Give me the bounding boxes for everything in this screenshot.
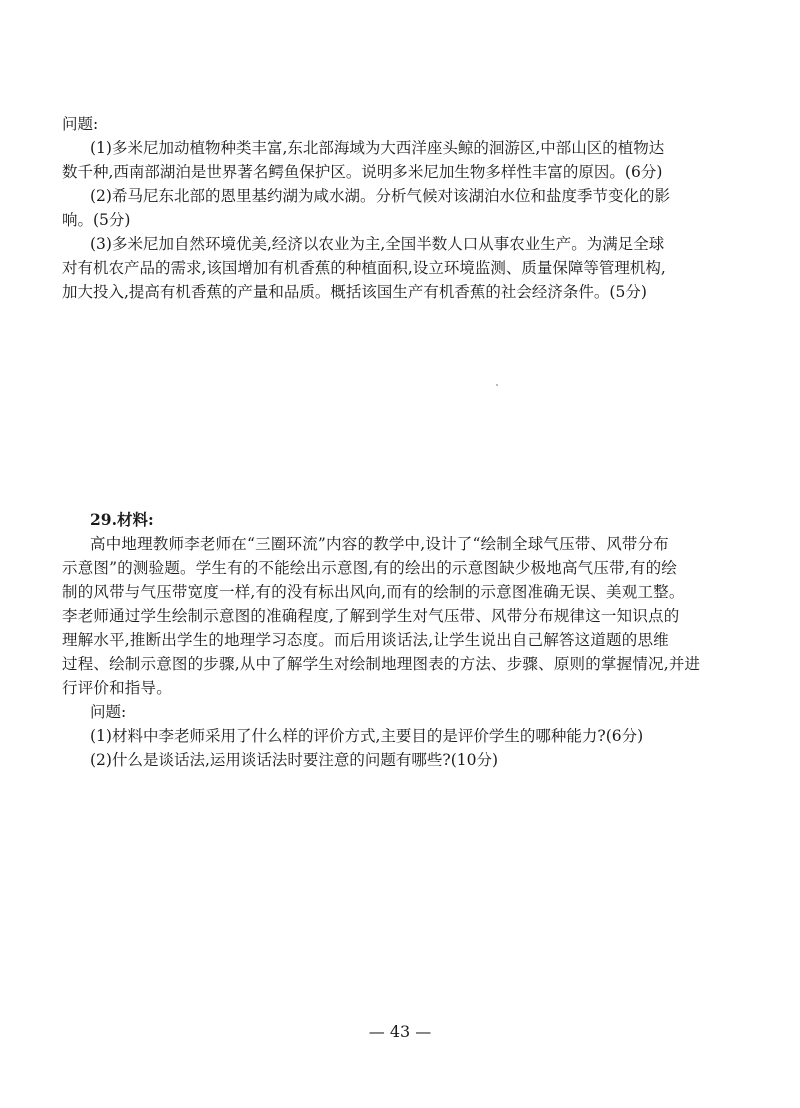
q28-line-5: (3)多米尼加自然环境优美,经济以农业为主,全国半数人口从事农业生产。为满足全球 [90,235,665,253]
q29-material-line-7: 行评价和指导。 [62,679,172,697]
scan-speck [496,384,498,386]
page-number: — 43 — [368,1022,432,1041]
q28-line-7: 加大投入,提高有机香蕉的产量和品质。概括该国生产有机香蕉的社会经济条件。(5分) [62,283,647,301]
q29-question-1: (1)材料中李老师采用了什么样的评价方式,主要目的是评价学生的哪种能力?(6分) [90,727,644,745]
q29-material-line-3: 制的风带与气压带宽度一样,有的没有标出风向,而有的绘制的示意图准确无误、美观工整。 [62,583,685,601]
q29-material-line-4: 李老师通过学生绘制示意图的准确程度,了解到学生对气压带、风带分布规律这一知识点的 [62,607,680,625]
q28-line-4: 响。(5分) [62,211,131,229]
question-28-section [62,112,702,304]
q28-line-1: (1)多米尼加动植物种类丰富,东北部海域为大西洋座头鲸的洄游区,中部山区的植物达 [90,139,665,157]
q29-heading: 29.材料: [90,510,154,529]
q29-question-label: 问题: [90,703,127,721]
q29-material-line-5: 理解水平,推断出学生的地理学习态度。而后用谈话法,让学生说出自己解答这道题的思维 [62,631,669,649]
q28-question-label: 问题: [62,115,99,133]
q28-line-2: 数千种,西南部湖泊是世界著名鳄鱼保护区。说明多米尼加生物多样性丰富的原因。(6分) [62,163,663,181]
q29-material-line-1: 高中地理教师李老师在“三圈环流”内容的教学中,设计了“绘制全球气压带、风带分布 [90,535,670,553]
q29-material-line-2: 示意图”的测验题。学生有的不能绘出示意图,有的绘出的示意图缺少极地高气压带,有的绘 [62,559,677,577]
q28-line-6: 对有机农产品的需求,该国增加有机香蕉的种植面积,设立环境监测、质量保障等管理机构, [62,259,666,277]
q29-material-line-6: 过程、绘制示意图的步骤,从中了解学生对绘制地理图表的方法、步骤、原则的掌握情况,并进 [62,655,701,673]
question-29-section [62,508,702,772]
q29-question-2: (2)什么是谈话法,运用谈话法时要注意的问题有哪些?(10分) [90,751,499,769]
q28-line-3: (2)希马尼东北部的恩里基约湖为咸水湖。分析气候对该湖泊水位和盐度季节变化的影 [90,187,670,205]
q29-material [62,532,702,700]
